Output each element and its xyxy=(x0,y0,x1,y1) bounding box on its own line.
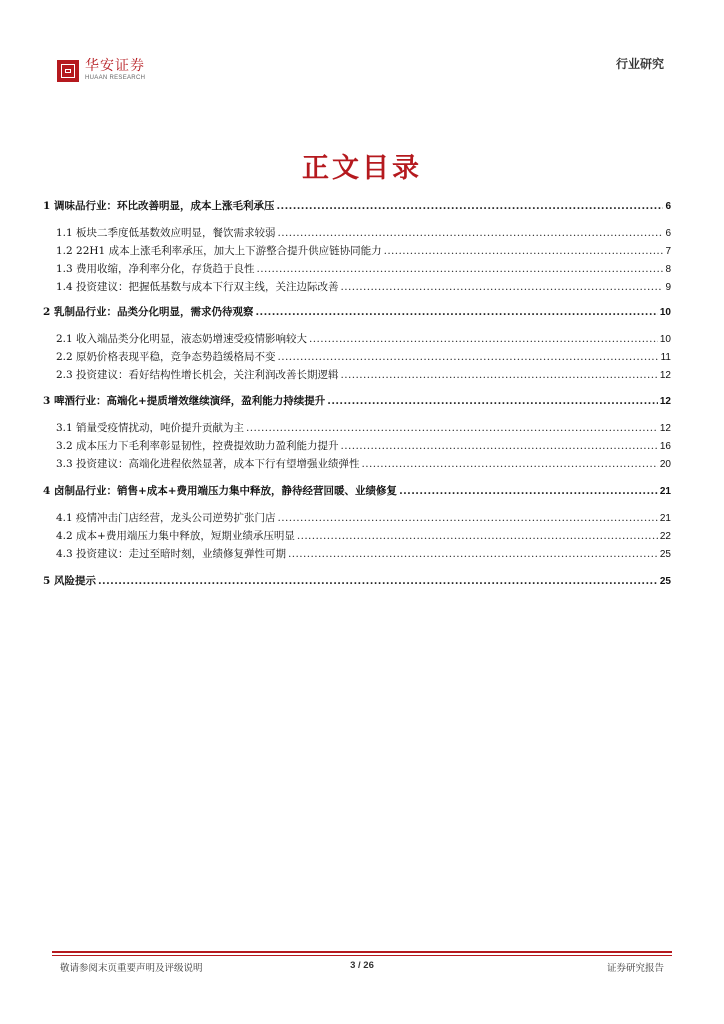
logo-chinese-name: 华安证券 xyxy=(85,58,145,74)
toc-page-number: 12 xyxy=(659,396,671,407)
toc-entry-title: 3.2 成本压力下毛利率彰显韧性，控费提效助力盈利能力提升 xyxy=(56,440,339,452)
toc-page-number: 6 xyxy=(665,228,671,239)
toc-section-entry[interactable] xyxy=(43,367,671,383)
toc-dot-leader xyxy=(341,367,658,383)
toc-entry-title: 2.2 原奶价格表现平稳，竞争态势趋缓格局不变 xyxy=(56,351,276,363)
toc-dot-leader xyxy=(341,279,664,295)
toc-page-number: 21 xyxy=(659,486,671,497)
footer-doc-type: 证券研究报告 xyxy=(606,963,664,974)
page-header xyxy=(0,0,724,80)
toc-page-number: 11 xyxy=(660,352,671,363)
seal-icon xyxy=(57,60,79,82)
toc-page-number: 25 xyxy=(659,576,671,587)
toc-dot-leader xyxy=(278,349,659,365)
toc-entry-title: 4.2 成本+费用端压力集中释放，短期业绩承压明显 xyxy=(56,530,295,542)
toc-chapter-entry[interactable] xyxy=(43,483,671,499)
toc-dot-leader xyxy=(399,483,658,499)
toc-entry-title: 2.3 投资建议：看好结构性增长机会，关注利润改善长期逻辑 xyxy=(56,369,339,381)
toc-entry-title: 4.1 疫情冲击门店经营，龙头公司逆势扩张门店 xyxy=(56,512,276,524)
toc-entry-title: 3.3 投资建议：高端化进程依然显著，成本下行有望增强业绩弹性 xyxy=(56,458,360,470)
toc-page-number: 21 xyxy=(659,513,671,524)
toc-dot-leader xyxy=(297,528,658,544)
page-number: 3 / 26 xyxy=(350,960,374,971)
toc-dot-leader xyxy=(98,573,658,589)
toc-dot-leader xyxy=(341,438,658,454)
toc-page-number: 12 xyxy=(659,370,671,381)
company-logo xyxy=(57,59,145,82)
toc-entry-title: 5 风险提示 xyxy=(43,575,96,587)
toc-entry-title: 3.1 销量受疫情扰动，吨价提升贡献为主 xyxy=(56,422,245,434)
toc-page-number: 10 xyxy=(659,334,671,345)
toc-dot-leader xyxy=(288,546,658,562)
toc-section-entry[interactable] xyxy=(43,331,671,347)
toc-entry-title: 1.1 板块二季度低基数效应明显，餐饮需求较弱 xyxy=(56,227,276,239)
toc-entry-title: 4 卤制品行业：销售+成本+费用端压力集中释放，静待经营回暖、业绩修复 xyxy=(43,485,398,497)
toc-page-number: 6 xyxy=(665,201,671,212)
toc-dot-leader xyxy=(246,420,658,436)
toc-page-number: 9 xyxy=(665,282,671,293)
toc-section-entry[interactable] xyxy=(43,279,671,295)
toc-dot-leader xyxy=(257,261,664,277)
toc-entry-title: 1.4 投资建议：把握低基数与成本下行双主线，关注边际改善 xyxy=(56,281,339,293)
toc-section-entry[interactable] xyxy=(43,438,671,454)
logo-english-name: HUAAN RESEARCH xyxy=(85,75,146,81)
toc-entry-title: 1 调味品行业：环比改善明显，成本上涨毛利承压 xyxy=(43,200,275,212)
toc-dot-leader xyxy=(278,510,658,526)
page-footer xyxy=(60,960,664,974)
toc-title: 正文目录 xyxy=(302,153,422,184)
toc-entry-title: 1.3 费用收缩，净利率分化，存货趋于良性 xyxy=(56,263,255,275)
toc-section-entry[interactable] xyxy=(43,225,671,241)
toc-dot-leader xyxy=(255,304,657,320)
toc-section-entry[interactable] xyxy=(43,349,671,365)
toc-section-entry[interactable] xyxy=(43,510,671,526)
toc-page-number: 22 xyxy=(659,531,671,542)
toc-entry-title: 2.1 收入端品类分化明显，液态奶增速受疫情影响较大 xyxy=(56,333,308,345)
toc-dot-leader xyxy=(384,243,664,259)
toc-section-entry[interactable] xyxy=(43,261,671,277)
toc-section-entry[interactable] xyxy=(43,546,671,562)
toc-entry-title: 1.2 22H1 成本上涨毛利率承压，加大上下游整合提升供应链协同能力 xyxy=(56,245,382,257)
toc-page-number: 12 xyxy=(659,423,671,434)
toc-page-number: 16 xyxy=(659,441,671,452)
toc-entry-title: 4.3 投资建议：走过至暗时刻，业绩修复弹性可期 xyxy=(56,548,287,560)
toc-section-entry[interactable] xyxy=(43,243,671,259)
toc-entry-title: 3 啤酒行业：高端化+提质增效继续演绎，盈利能力持续提升 xyxy=(43,395,326,407)
toc-section-entry[interactable] xyxy=(43,528,671,544)
toc-page-number: 25 xyxy=(659,549,671,560)
toc-dot-leader xyxy=(362,456,658,472)
toc-entry-title: 2 乳制品行业：品类分化明显，需求仍待观察 xyxy=(43,306,254,318)
toc-chapter-entry[interactable] xyxy=(43,393,671,409)
toc-page-number: 7 xyxy=(665,246,671,257)
toc-section-entry[interactable] xyxy=(43,420,671,436)
toc-page-number: 10 xyxy=(659,307,671,318)
toc-dot-leader xyxy=(276,198,663,214)
report-category-label: 行业研究 xyxy=(615,57,664,71)
toc-section-entry[interactable] xyxy=(43,456,671,472)
toc-chapter-entry[interactable] xyxy=(43,573,671,589)
footer-divider-thin xyxy=(52,955,672,956)
footer-divider xyxy=(52,951,672,953)
toc-page-number: 8 xyxy=(665,264,671,275)
toc-chapter-entry[interactable] xyxy=(43,198,671,214)
toc-dot-leader xyxy=(327,393,658,409)
footer-disclaimer: 敬请参阅末页重要声明及评级说明 xyxy=(60,963,203,974)
toc-page-number: 20 xyxy=(659,459,671,470)
toc-dot-leader xyxy=(278,225,664,241)
toc-dot-leader xyxy=(309,331,658,347)
toc-chapter-entry[interactable] xyxy=(43,304,671,320)
